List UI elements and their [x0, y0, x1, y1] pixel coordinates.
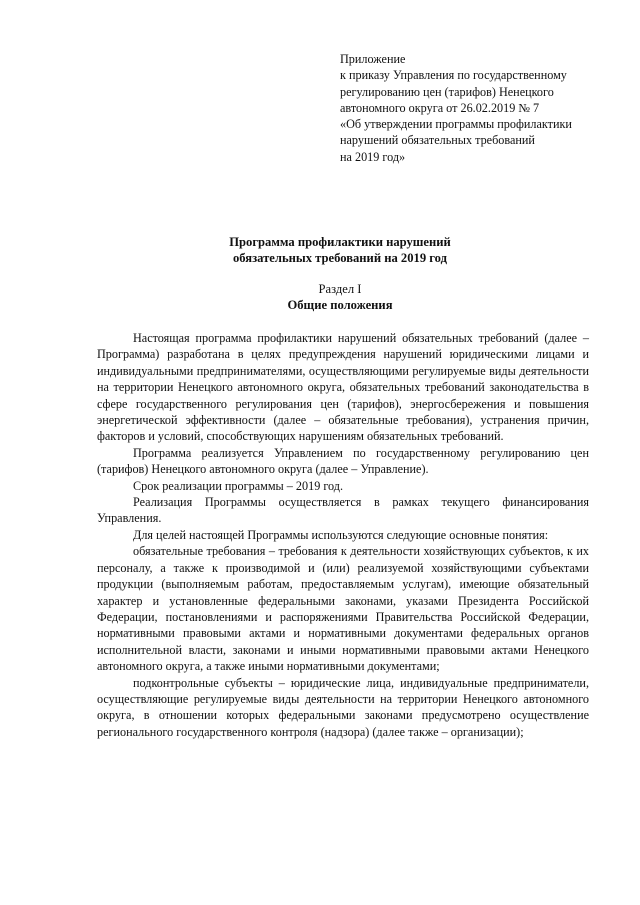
- appendix-line: автономного округа от 26.02.2019 № 7: [340, 100, 540, 115]
- document-body: [97, 330, 589, 740]
- appendix-note: [340, 51, 630, 165]
- appendix-line: к приказу Управления по государственному: [340, 68, 567, 83]
- appendix-line: регулированию цен (тарифов) Ненецкого: [340, 84, 554, 99]
- title-line-2: обязательных требований на 2019 год: [233, 251, 447, 266]
- paragraph: Настоящая программа профилактики нарушений обязательных требований (далее – Программа) разработана в целях предупреждения нарушений юридическими лицами и индивидуальными предпринимателями, осуществляющими регулируемые виды деятельности на территории Ненецкого автономного округа, обязательных требований законодательства в сфере государственного регулирования цен (тарифов), энергосбережения и повышения энергетической эффективности (далее – обязательные требования), устранения причин, факторов и условий, способствующих нарушениям обязательных требований.: [97, 331, 589, 444]
- section-heading: Общие положения: [287, 298, 393, 313]
- appendix-line: на 2019 год»: [340, 149, 406, 164]
- paragraph: Программа реализуется Управлением по государственному регулированию цен (тарифов) Ненецкого автономного округа (далее – Управление).: [97, 445, 589, 477]
- section-number: Раздел I: [318, 282, 362, 296]
- appendix-line: нарушений обязательных требований: [340, 133, 535, 148]
- paragraph: Реализация Программы осуществляется в рамках текущего финансирования Управления.: [97, 495, 589, 526]
- appendix-line: «Об утверждении программы профилактики: [340, 117, 572, 132]
- appendix-line: Приложение: [340, 52, 406, 66]
- document-title: [0, 234, 640, 267]
- section-header: [0, 281, 640, 314]
- paragraph: обязательные требования – требования к деятельности хозяйствующих субъектов, к их персоналу, а также к производимой и (или) реализуемой хозяйствующими субъектами продукции (выполняемым работам, предоставляемым услугам), имеющие обязательный характер и установленные федеральными законами, указами Президента Российской Федерации, постановлениями и распоряжениями Правительства Российской Федерации, нормативными правовыми актами и нормативными документами федеральных органов исполнительной власти, законами и иными нормативными правовыми актами Ненецкого автономного округа, а также иными нормативными документами;: [97, 544, 589, 674]
- paragraph: Срок реализации программы – 2019 год.: [133, 478, 344, 493]
- paragraph: подконтрольные субъекты – юридические лица, индивидуальные предприниматели, осуществляющие регулируемые виды деятельности на территории Ненецкого автономного округа, в отношении которых федеральными законами предусмотрено осуществление регионального государственного контроля (надзора) (далее также – организации);: [97, 675, 589, 739]
- title-line-1: Программа профилактики нарушений: [229, 235, 451, 249]
- paragraph: Для целей настоящей Программы используются следующие основные понятия:: [133, 527, 549, 542]
